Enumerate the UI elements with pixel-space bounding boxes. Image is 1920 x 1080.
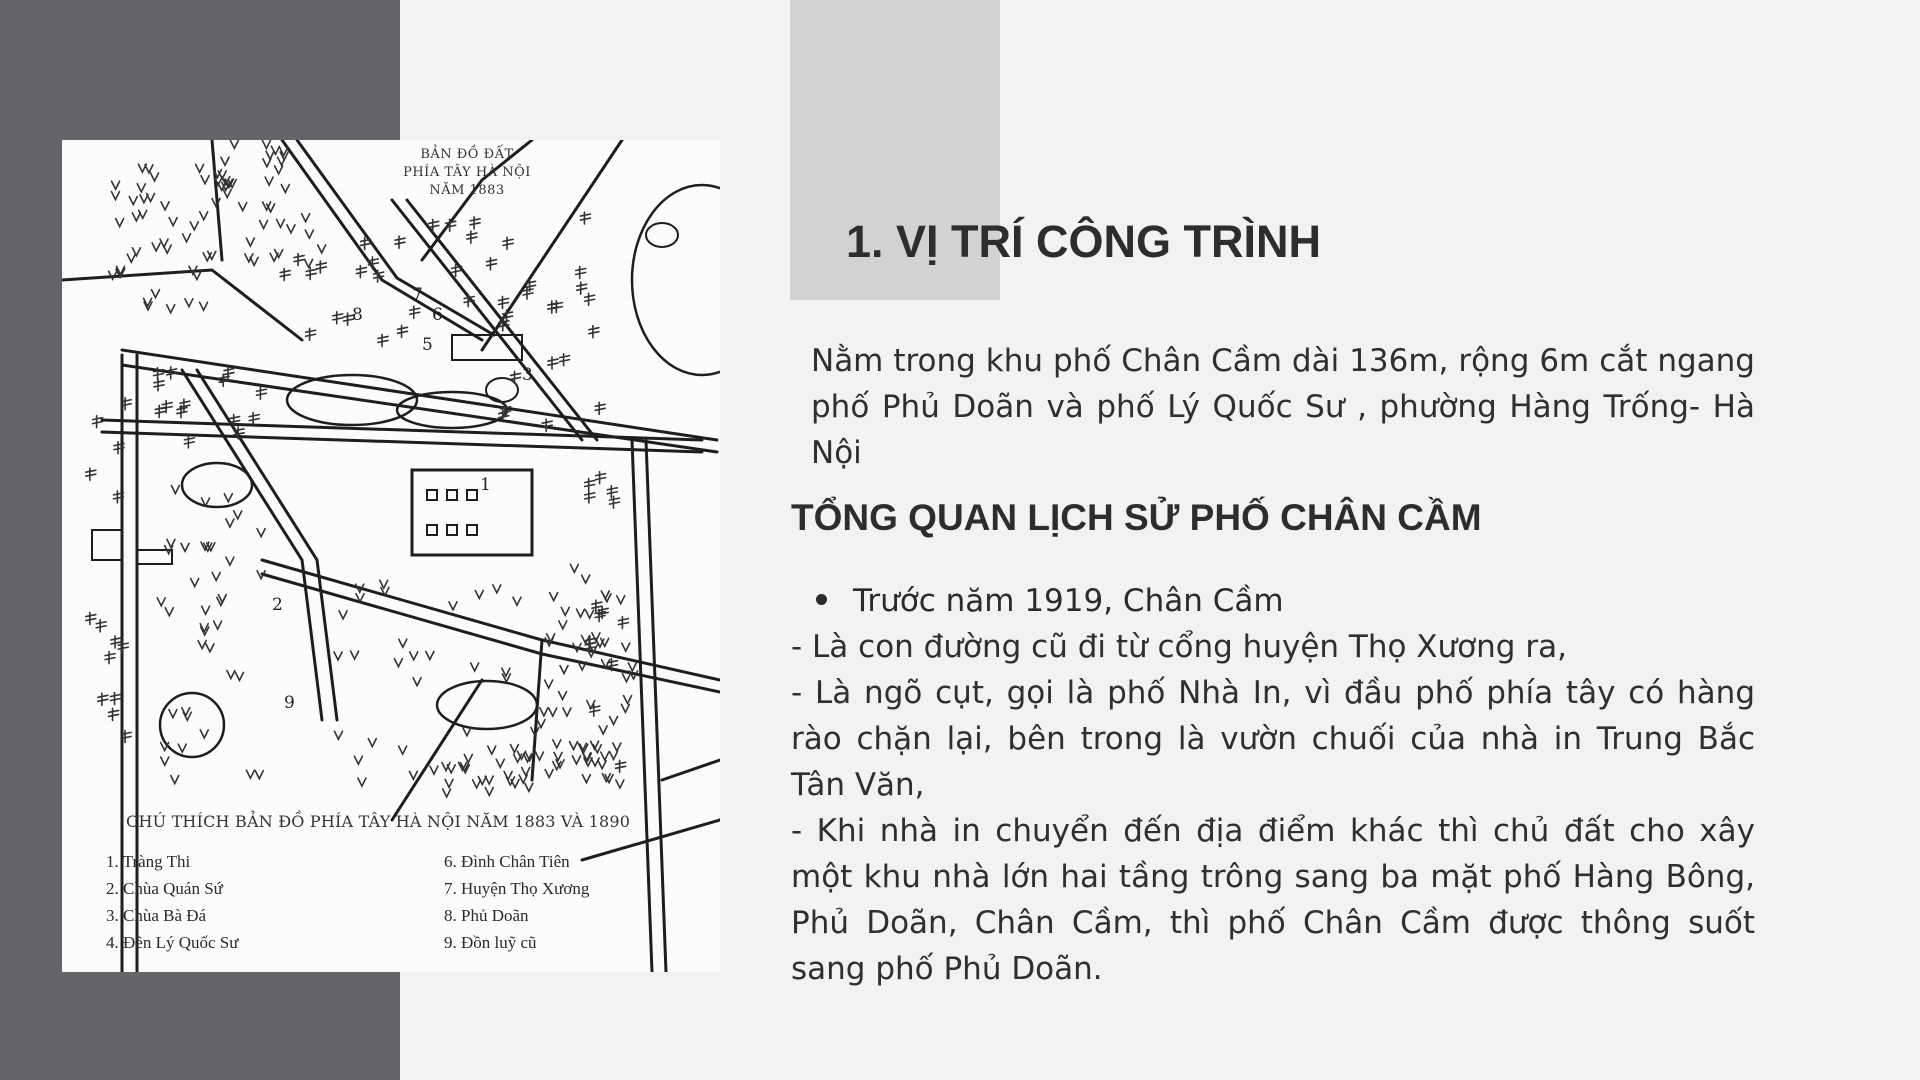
tree-mark [190,222,198,230]
house-mark [577,282,587,294]
house-mark [576,266,586,278]
tree-mark [394,659,402,667]
tree-mark [601,752,609,760]
tree-mark [239,203,247,211]
tree-mark [167,539,175,547]
map-title [352,146,582,200]
tree-mark [485,776,493,784]
tree-mark [287,225,295,233]
legend-item: 7. Huyện Thọ Xương [444,879,590,898]
tree-mark [540,708,548,716]
house-mark [111,693,121,705]
map-title-line: BẢN ĐỒ ĐẤT [420,147,514,162]
tree-mark [218,171,226,179]
tree-mark [221,157,229,165]
tree-mark [559,621,567,629]
map-marker-number: 7 [412,285,423,305]
tree-mark [200,302,208,310]
house-mark [184,436,194,448]
legend-item: 9. Đồn luỹ cũ [444,933,537,952]
legend-item: 8. Phủ Doãn [444,906,529,925]
intro-paragraph: Nằm trong khu phố Chân Cầm dài 136m, rộng 6m cắt ngang phố Phủ Doãn và phố Lý Quốc Sư , phường Hàng Trống- Hà Nội [811,343,1755,471]
map-title-line: PHÍA TÂY HÀ NỘI [403,165,531,180]
tree-mark [622,643,630,651]
tree-mark [171,776,179,784]
tree-mark [426,651,434,659]
historical-map-image [62,140,720,972]
house-mark [607,486,617,498]
tree-mark [621,704,629,712]
bullet-text: Trước năm 1919, Chân Cầm [853,583,1284,619]
house-mark [154,379,164,391]
tree-mark [235,672,243,680]
house-mark [93,416,103,428]
tree-mark [226,557,234,565]
tree-mark [169,218,177,226]
tree-mark [536,752,544,760]
tree-mark [593,745,601,753]
map-marker-number: 6 [432,305,443,325]
tree-mark [191,579,199,587]
house-mark [580,212,590,224]
house-mark [96,620,106,632]
tree-mark [617,596,625,604]
tree-mark [214,621,222,629]
tree-mark [537,720,545,728]
tree-mark [409,771,417,779]
map-marker-number: 5 [422,335,433,355]
house-mark [316,261,326,273]
house-mark [398,325,408,337]
tree-mark [554,752,562,760]
house-mark [109,708,119,720]
house-mark [306,328,316,340]
tree-mark [226,519,234,527]
house-mark [560,354,570,366]
tree-mark [246,238,254,246]
tree-mark [202,606,210,614]
tree-mark [161,202,169,210]
tree-mark [255,771,263,779]
tree-mark [129,197,137,205]
house-mark [280,269,290,281]
tree-mark [561,607,569,615]
tree-mark [227,671,235,679]
tree-mark [577,609,585,617]
house-mark [378,334,388,346]
tree-mark [334,731,342,739]
house-mark [589,326,599,338]
tree-mark [171,486,179,494]
house-mark [470,217,480,229]
house-mark [249,413,259,425]
tree-mark [613,743,621,751]
tree-mark [201,176,209,184]
tree-mark [151,290,159,298]
tree-mark [410,652,418,660]
house-mark [618,617,628,629]
tree-mark [513,597,521,605]
tree-mark [206,644,214,652]
house-mark [467,231,477,243]
tree-mark [519,775,527,783]
house-mark [86,613,96,625]
tree-mark [485,787,493,795]
tree-mark [550,593,558,601]
map-marker-number: 8 [352,305,363,325]
tree-mark [443,789,451,797]
tree-mark [132,213,140,221]
house-mark [395,236,405,248]
tree-mark [246,770,254,778]
legend-item: 4. Đền Lý Quốc Sư [106,933,239,952]
house-mark [486,258,496,270]
tree-mark [167,305,175,313]
legend-item: 2. Chùa Quán Sứ [106,879,223,898]
house-mark [503,237,513,249]
tree-mark [525,783,533,791]
tree-mark [413,678,421,686]
tree-mark [181,543,189,551]
history-item: - Là con đường cũ đi từ cổng huyện Thọ Xương ra, [791,629,1567,665]
tree-mark [139,210,147,218]
tree-mark [583,753,591,761]
map-marker-number: 2 [272,595,283,615]
tree-mark [559,692,567,700]
tree-mark [399,639,407,647]
tree-mark [358,778,366,786]
tree-mark [223,190,231,198]
tree-mark [610,716,618,724]
tree-mark [193,271,201,279]
tree-mark [560,666,568,674]
tree-mark [265,177,273,185]
tree-mark [572,756,580,764]
bullet-item [816,578,1284,624]
tree-mark [334,652,342,660]
house-mark [162,401,172,413]
tree-mark [234,511,242,519]
tree-mark [622,674,630,682]
tree-mark [260,220,268,228]
tree-mark [493,585,501,593]
tree-mark [570,564,578,572]
tree-mark [582,775,590,783]
house-mark [585,491,595,503]
tree-mark [545,680,553,688]
map-legend-column-1 [106,852,238,960]
tree-mark [112,181,120,189]
tree-mark [473,780,481,788]
legend-item: 6. Đình Chân Tiên [444,852,570,871]
bullet-dot-icon [816,594,827,605]
tree-mark [200,212,208,220]
house-mark [86,468,96,480]
tree-mark [257,529,265,537]
tree-mark [445,779,453,787]
tree-mark [624,696,632,704]
tree-mark [132,248,140,256]
tree-mark [586,610,594,618]
tree-mark [262,140,270,148]
tree-mark [368,739,376,747]
tree-mark [354,756,362,764]
house-mark [356,266,366,278]
tree-mark [609,751,617,759]
house-mark [98,693,108,705]
tree-mark [514,754,522,762]
house-mark [333,312,343,324]
map-legend-title: CHÚ THÍCH BẢN ĐỒ PHÍA TÂY HÀ NỘI NĂM 1883 VÀ 1890 [126,812,631,831]
tree-mark [224,494,232,502]
tree-mark [152,243,160,251]
tree-mark [447,765,455,773]
tree-mark [160,239,168,247]
history-item: - Khi nhà in chuyển đến địa điểm khác thì chủ đất cho xây một khu nhà lớn hai tầng trông sang ba mặt phố Hàng Bông, Phủ Doãn, Chân Cầm, thì phố Chân Cầm được thông suốt sang phố Phủ Doãn. [791,813,1755,987]
tree-mark [553,740,561,748]
tree-mark [137,184,145,192]
house-mark [256,387,266,399]
tree-mark [549,708,557,716]
house-mark [105,652,115,664]
house-mark [452,264,462,276]
tree-mark [616,780,624,788]
tree-mark [598,761,606,769]
tree-mark [212,572,220,580]
tree-mark [582,575,590,583]
tree-mark [496,759,504,767]
house-mark [585,478,595,490]
legend-item: 1. Tràng Thi [106,852,191,871]
house-mark [585,293,595,305]
tree-mark [127,254,135,262]
tree-mark [305,230,313,238]
tree-mark [545,770,553,778]
house-mark [616,760,626,772]
map-legend-column-2 [444,852,589,960]
tree-mark [161,757,169,765]
tree-mark [182,708,190,716]
tree-mark [200,730,208,738]
tree-mark [511,780,519,788]
tree-mark [196,164,204,172]
house-mark [155,405,165,417]
tree-mark [157,598,165,606]
house-mark [294,254,304,266]
tree-mark [305,259,313,267]
tree-mark [339,611,347,619]
tree-mark [165,608,173,616]
tree-mark [464,754,472,762]
map-marker-number: 1 [480,475,491,495]
tree-mark [266,151,274,159]
history-item: - Là ngõ cụt, gọi là phố Nhà In, vì đầu phố phía tây có hàng rào chặn lại, bên trong là vườn chuối của nhà in Trung Bắc Tân Văn, [791,675,1755,803]
legend-item: 3. Chùa Bà Đá [106,906,207,925]
map-marker-number: 9 [284,693,295,713]
house-mark [548,357,558,369]
tree-mark [278,157,286,165]
tree-mark [169,710,177,718]
tree-mark [116,219,124,227]
house-mark [410,306,420,318]
tree-mark [178,744,186,752]
tree-mark [302,214,310,222]
tree-mark [463,728,471,736]
house-mark [596,472,606,484]
tree-mark [351,651,359,659]
house-mark [361,237,371,249]
map-marker-number: 3 [522,365,533,385]
tree-mark [522,767,530,775]
map-drawing [62,140,720,972]
section-title: 1. VỊ TRÍ CÔNG TRÌNH [846,216,1322,267]
tree-mark [449,602,457,610]
tree-mark [599,726,607,734]
tree-mark [430,766,438,774]
tree-mark [628,663,636,671]
tree-mark [140,195,148,203]
tree-mark [183,234,191,242]
tree-mark [504,772,512,780]
tree-mark [281,184,289,192]
tree-mark [277,219,285,227]
tree-mark [151,173,159,181]
tree-mark [475,590,483,598]
tree-mark [185,299,193,307]
house-mark [306,267,316,279]
tree-mark [111,192,119,200]
tree-mark [399,746,407,754]
tree-mark [471,663,479,671]
tree-mark [318,245,326,253]
history-list [791,624,1755,992]
tree-mark [563,708,571,716]
tree-mark [270,253,278,261]
tree-mark [230,140,238,148]
house-mark [498,296,508,308]
tree-mark [145,165,153,173]
tree-mark [488,746,496,754]
house-mark [595,402,605,414]
tree-mark [275,166,283,174]
map-title-line: NĂM 1883 [429,183,505,198]
tree-mark [198,641,206,649]
history-title: TỔNG QUAN LỊCH SỬ PHỐ CHÂN CẦM [791,497,1482,538]
house-mark [111,636,121,648]
tree-mark [569,742,577,750]
